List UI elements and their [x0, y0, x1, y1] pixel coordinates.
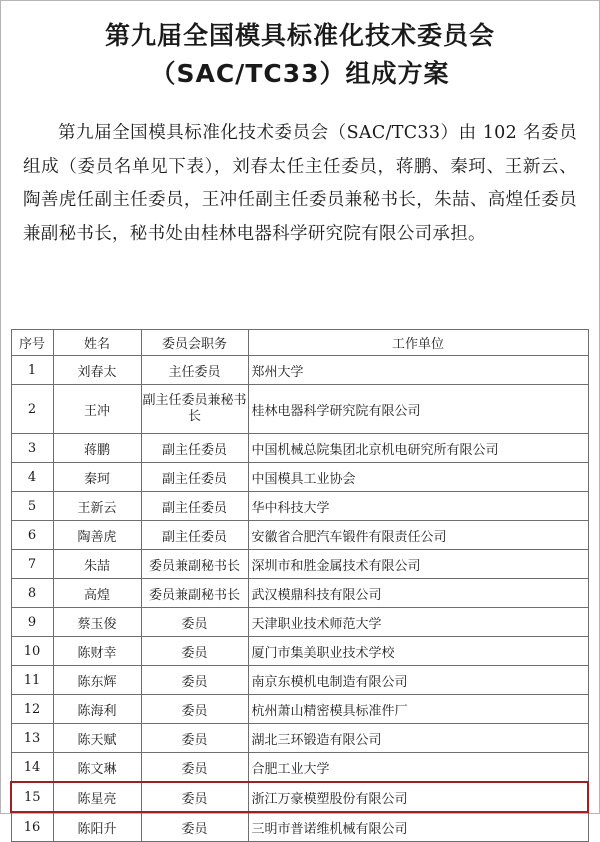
- cell-no: 11: [11, 666, 53, 695]
- cell-no: 16: [11, 812, 53, 842]
- cell-role: 委员: [141, 724, 248, 753]
- cell-org: 中国机械总院集团北京机电研究所有限公司: [248, 434, 588, 463]
- cell-org: 桂林电器科学研究院有限公司: [248, 385, 588, 434]
- cell-no: 1: [11, 356, 53, 385]
- cell-role: 委员: [141, 637, 248, 666]
- cell-role: 副主任委员: [141, 463, 248, 492]
- table-row: [11, 666, 588, 695]
- table-row: [11, 812, 588, 842]
- cell-role: 主任委员: [141, 356, 248, 385]
- cell-name: 陈阳升: [53, 812, 141, 842]
- cell-org: 浙江万豪模塑股份有限公司: [248, 782, 588, 812]
- cell-org: 天津职业技术师范大学: [248, 608, 588, 637]
- cell-name: 陶善虎: [53, 521, 141, 550]
- cell-no: 6: [11, 521, 53, 550]
- cell-role: 副主任委员: [141, 434, 248, 463]
- cell-name: 陈星亮: [53, 782, 141, 812]
- cell-role: 委员: [141, 812, 248, 842]
- cell-org: 合肥工业大学: [248, 753, 588, 783]
- table-row: [11, 356, 588, 385]
- table-row: [11, 724, 588, 753]
- cell-org: 南京东模机电制造有限公司: [248, 666, 588, 695]
- cell-org: 武汉模鼎科技有限公司: [248, 579, 588, 608]
- cell-role: 委员: [141, 608, 248, 637]
- cell-org: 杭州萧山精密模具标准件厂: [248, 695, 588, 724]
- cell-name: 朱喆: [53, 550, 141, 579]
- cell-org: 郑州大学: [248, 356, 588, 385]
- cell-no: 7: [11, 550, 53, 579]
- table-header-row: [11, 330, 588, 356]
- cell-role: 副主任委员兼秘书长: [141, 385, 248, 434]
- header-org: 工作单位: [248, 330, 588, 356]
- table-row: [11, 753, 588, 783]
- intro-paragraph: 第九届全国模具标准化技术委员会（SAC/TC33）由 102 名委员组成（委员名单见下表），刘春太任主任委员，蒋鹏、秦珂、王新云、陶善虎任副主任委员，王冲任副主任委员兼秘书长，朱喆、高煌任委员兼副秘书长，秘书处由桂林电器科学研究院有限公司承担。: [23, 123, 577, 244]
- cell-org: 华中科技大学: [248, 492, 588, 521]
- cell-no: 3: [11, 434, 53, 463]
- cell-org: 三明市普诺维机械有限公司: [248, 812, 588, 842]
- cell-org: 厦门市集美职业技术学校: [248, 637, 588, 666]
- table-row: [11, 637, 588, 666]
- cell-name: 王新云: [53, 492, 141, 521]
- cell-role: 委员: [141, 666, 248, 695]
- cell-org: 深圳市和胜金属技术有限公司: [248, 550, 588, 579]
- cell-org: 中国模具工业协会: [248, 463, 588, 492]
- table-row: [11, 434, 588, 463]
- cell-name: 刘春太: [53, 356, 141, 385]
- cell-name: 高煌: [53, 579, 141, 608]
- cell-role: 委员: [141, 782, 248, 812]
- cell-no: 14: [11, 753, 53, 783]
- cell-role: 委员兼副秘书长: [141, 579, 248, 608]
- cell-name: 秦珂: [53, 463, 141, 492]
- table-row: [11, 550, 588, 579]
- cell-no: 2: [11, 385, 53, 434]
- member-table: [10, 329, 589, 842]
- cell-name: 王冲: [53, 385, 141, 434]
- cell-no: 9: [11, 608, 53, 637]
- cell-no: 8: [11, 579, 53, 608]
- cell-name: 陈天赋: [53, 724, 141, 753]
- table-row: [11, 608, 588, 637]
- cell-name: 陈海利: [53, 695, 141, 724]
- document-title: 第九届全国模具标准化技术委员会: [104, 21, 495, 50]
- cell-role: 副主任委员: [141, 521, 248, 550]
- cell-no: 10: [11, 637, 53, 666]
- table-row: [11, 579, 588, 608]
- header-role: 委员会职务: [141, 330, 248, 356]
- table-row: [11, 492, 588, 521]
- cell-no: 15: [11, 782, 53, 812]
- table-row: [11, 385, 588, 434]
- cell-name: 蒋鹏: [53, 434, 141, 463]
- highlighted-table-row: [11, 782, 588, 812]
- cell-role: 副主任委员: [141, 492, 248, 521]
- cell-org: 安徽省合肥汽车锻件有限责任公司: [248, 521, 588, 550]
- header-no: 序号: [11, 330, 53, 356]
- cell-role: 委员: [141, 695, 248, 724]
- table-row: [11, 695, 588, 724]
- header-name: 姓名: [53, 330, 141, 356]
- cell-org: 湖北三环锻造有限公司: [248, 724, 588, 753]
- cell-name: 陈财幸: [53, 637, 141, 666]
- cell-name: 蔡玉俊: [53, 608, 141, 637]
- cell-name: 陈东辉: [53, 666, 141, 695]
- cell-role: 委员: [141, 753, 248, 783]
- cell-no: 13: [11, 724, 53, 753]
- table-row: [11, 521, 588, 550]
- cell-no: 12: [11, 695, 53, 724]
- cell-name: 陈文琳: [53, 753, 141, 783]
- document-subtitle: （SAC/TC33）组成方案: [150, 59, 450, 88]
- cell-role: 委员兼副秘书长: [141, 550, 248, 579]
- cell-no: 5: [11, 492, 53, 521]
- table-row: [11, 463, 588, 492]
- cell-no: 4: [11, 463, 53, 492]
